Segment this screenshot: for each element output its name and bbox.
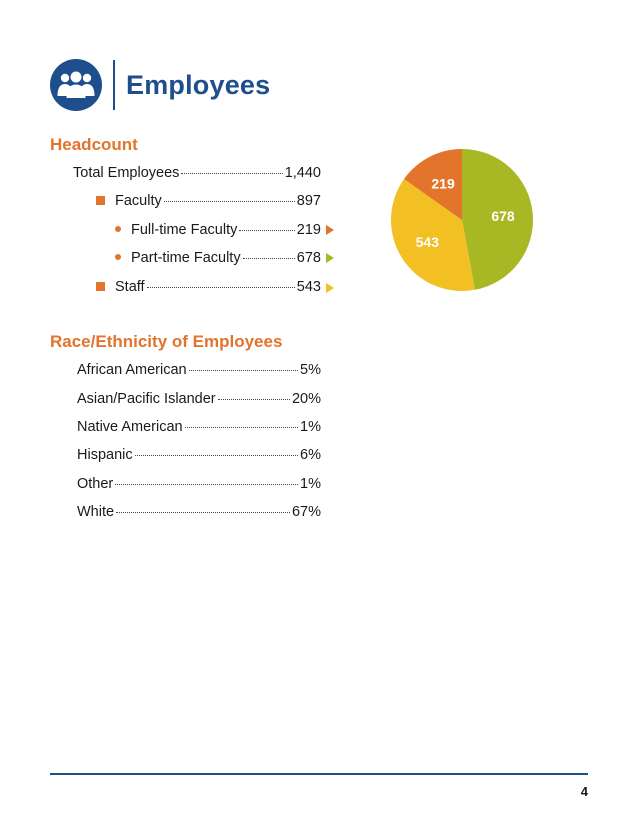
race-row (77, 362, 321, 382)
headcount-row-total (73, 165, 321, 185)
pie-data-label: 219 (431, 175, 455, 192)
row-label: Staff (115, 279, 145, 295)
dot-bullet-icon (115, 226, 121, 232)
dot-leader (181, 173, 282, 174)
row-value: 543 (296, 279, 321, 295)
race-row (77, 419, 321, 439)
footer-rule (50, 773, 588, 775)
row-value: 219 (296, 222, 321, 238)
dot-leader (239, 230, 294, 231)
square-bullet-icon (96, 196, 105, 205)
headcount-row-parttime (115, 250, 321, 270)
dot-bullet-icon (115, 254, 121, 260)
orange-triangle-icon (326, 225, 334, 235)
row-label: Full-time Faculty (131, 222, 238, 238)
pie-data-label: 678 (491, 208, 515, 225)
race-row (77, 476, 321, 496)
green-triangle-icon (326, 253, 334, 263)
headcount-row-fulltime (115, 222, 321, 242)
row-value: 67% (291, 504, 321, 520)
dot-leader (243, 258, 295, 259)
race-row (77, 391, 321, 411)
dot-leader (164, 201, 295, 202)
dot-leader (147, 287, 295, 288)
race-ethnicity-title: Race/Ethnicity of Employees (50, 332, 283, 351)
dot-leader (135, 455, 298, 456)
dot-leader (116, 512, 290, 513)
row-value: 678 (296, 250, 321, 266)
race-row (77, 504, 321, 524)
row-value: 1% (300, 476, 321, 492)
row-value: 897 (296, 193, 321, 209)
row-value: 1,440 (284, 165, 321, 181)
pie-data-label: 543 (415, 234, 439, 251)
row-label: African American (77, 362, 187, 378)
square-bullet-icon (96, 282, 105, 291)
row-label: Faculty (115, 193, 162, 209)
row-label: White (77, 504, 115, 520)
row-label: Hispanic (77, 447, 133, 463)
yellow-triangle-icon (326, 283, 334, 293)
page-title: Employees (126, 69, 271, 100)
row-value: 5% (300, 362, 321, 378)
dot-leader (218, 399, 290, 400)
dot-leader (185, 427, 298, 428)
page-number: 4 (580, 784, 588, 799)
row-value: 6% (300, 447, 321, 463)
row-label: Total Employees (73, 165, 180, 181)
row-value: 20% (291, 391, 321, 407)
row-value: 1% (300, 419, 321, 435)
dot-leader (189, 370, 298, 371)
header-divider (113, 60, 115, 110)
row-label: Other (77, 476, 114, 492)
headcount-title: Headcount (50, 135, 138, 154)
headcount-row-staff (96, 279, 321, 299)
page-header (50, 58, 270, 112)
headcount-pie-chart (389, 145, 535, 295)
headcount-row-faculty (96, 193, 321, 213)
dot-leader (115, 484, 298, 485)
row-label: Native American (77, 419, 183, 435)
race-row (77, 447, 321, 467)
row-label: Asian/Pacific Islander (77, 391, 216, 407)
people-icon (50, 59, 102, 111)
row-label: Part-time Faculty (131, 250, 241, 266)
